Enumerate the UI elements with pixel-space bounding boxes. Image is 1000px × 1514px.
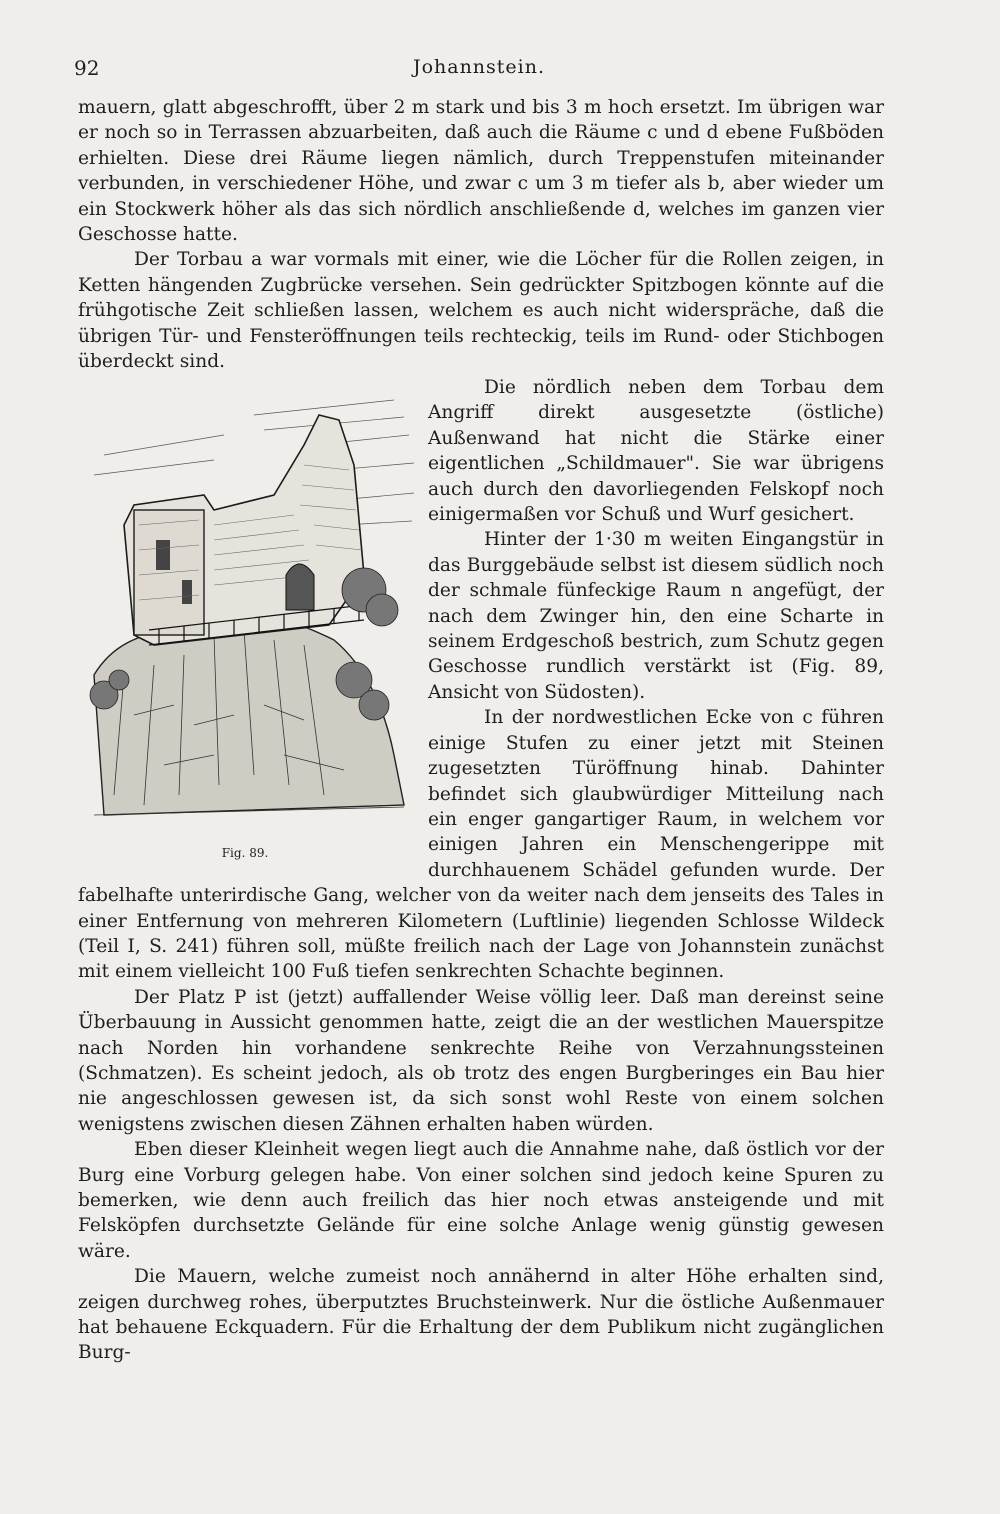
paragraph: Die nördlich neben dem Torbau dem Angriff direkt ausgesetzte (östliche) Außenwand hat nicht die Stärke einer eigentlichen „Schildmauer". Sie war übrigens auch durch den davorliegenden Felskopf noch einigermaßen vor Schuß und Wurf gesichert. <box>428 377 884 526</box>
paragraph: Der Platz P ist (jetzt) auffallender Weise völlig leer. Daß man dereinst seine Überbauung in Aussicht genommen hatte, zeigt die an der westlichen Mauerspitze nach Norden hin vorhandene senkrechte Reihe von Verzahnungssteinen (Schmatzen). Es scheint jedoch, als ob trotz des engen Burgberinges ein Bau hier nie angeschlossen gewesen ist, da sich sonst wohl Reste von einem solchen wenigstens zwischen diesen Zähnen erhalten haben würden. <box>78 986 884 1135</box>
page-number: 92 <box>74 56 100 80</box>
wrapped-text-block <box>78 375 884 1366</box>
running-title: Johannstein. <box>412 56 546 78</box>
top-text-block <box>78 95 884 374</box>
paragraph: Eben dieser Kleinheit wegen liegt auch die Annahme nahe, daß östlich vor der Burg eine Vorburg gelegen habe. Von einer solchen sind jedoch keine Spuren zu bemerken, wie denn auch freilich das hier noch etwas ansteigende und mit Felsköpfen durchsetzte Gelände für eine solche Anlage wenig günstig gewesen wäre. <box>78 1139 884 1262</box>
paragraph: Hinter der 1·30 m weiten Eingangstür in das Burggebäude selbst ist diesem südlich noch der schmale fünfeckige Raum n angefügt, der nach dem Zwinger hin, den eine Scharte in seinem Erdgeschoß bestrich, zum Schutz gegen Geschosse rundlich verstärkt ist (Fig. 89, Ansicht von Südosten). <box>428 529 884 703</box>
paragraph: In der nordwestlichen Ecke von c führen einige Stufen zu einer jetzt mit Steinen zugesetzten Türöffnung hinab. Dahinter befindet sich glaubwürdiger Mitteilung nach ein enger gangartiger Raum, in welchem vor einigen Jahren ein Menschengerippe mit durchhauenem Schädel gefunden wurde. Der fabelhafte unterirdische Gang, welcher von da weiter nach dem jenseits des Tales in einer Entfernung von mehreren Kilometern (Luftlinie) liegenden Schlosse Wildeck (Teil I, S. 241) führen soll, müßte freilich nach der Lage von Johannstein zunächst mit einem vielleicht 100 Fuß tiefen senkrechten Schachte beginnen. <box>78 707 884 983</box>
paragraph: mauern, glatt abgeschrofft, über 2 m stark und bis 3 m hoch ersetzt. Im übrigen war er noch so in Terrassen abzuarbeiten, daß auch die Räume c und d ebene Fußböden erhielten. Diese drei Räume liegen nämlich, durch Treppenstufen miteinander verbunden, in verschiedener Höhe, und zwar c um 3 m tiefer als b, aber wieder um ein Stockwerk höher als das sich nördlich anschließende d, welches im ganzen vier Geschosse hatte. <box>78 97 884 246</box>
paragraph: Der Torbau a war vormals mit einer, wie die Löcher für die Rollen zeigen, in Ketten hängenden Zugbrücke versehen. Sein gedrückter Spitzbogen könnte auf die frühgotische Zeit schließen lassen, welchem es auch nicht widerspräche, daß die übrigen Tür- und Fensteröffnungen teils rechteckig, teils im Rund- oder Stichbogen überdeckt sind. <box>78 249 884 373</box>
castle-ruin-illustration-icon <box>64 375 416 845</box>
page-header <box>74 56 884 86</box>
figure-89 <box>64 375 416 865</box>
paragraph: Die Mauern, welche zumeist noch annähernd in alter Höhe erhalten sind, zeigen durchweg rohes, überputztes Bruchsteinwerk. Nur die östliche Außenmauer hat behauene Eckquadern. Für die Erhaltung der dem Publikum nicht zugänglichen Burg- <box>78 1266 884 1364</box>
figure-caption: Fig. 89. <box>221 846 269 860</box>
